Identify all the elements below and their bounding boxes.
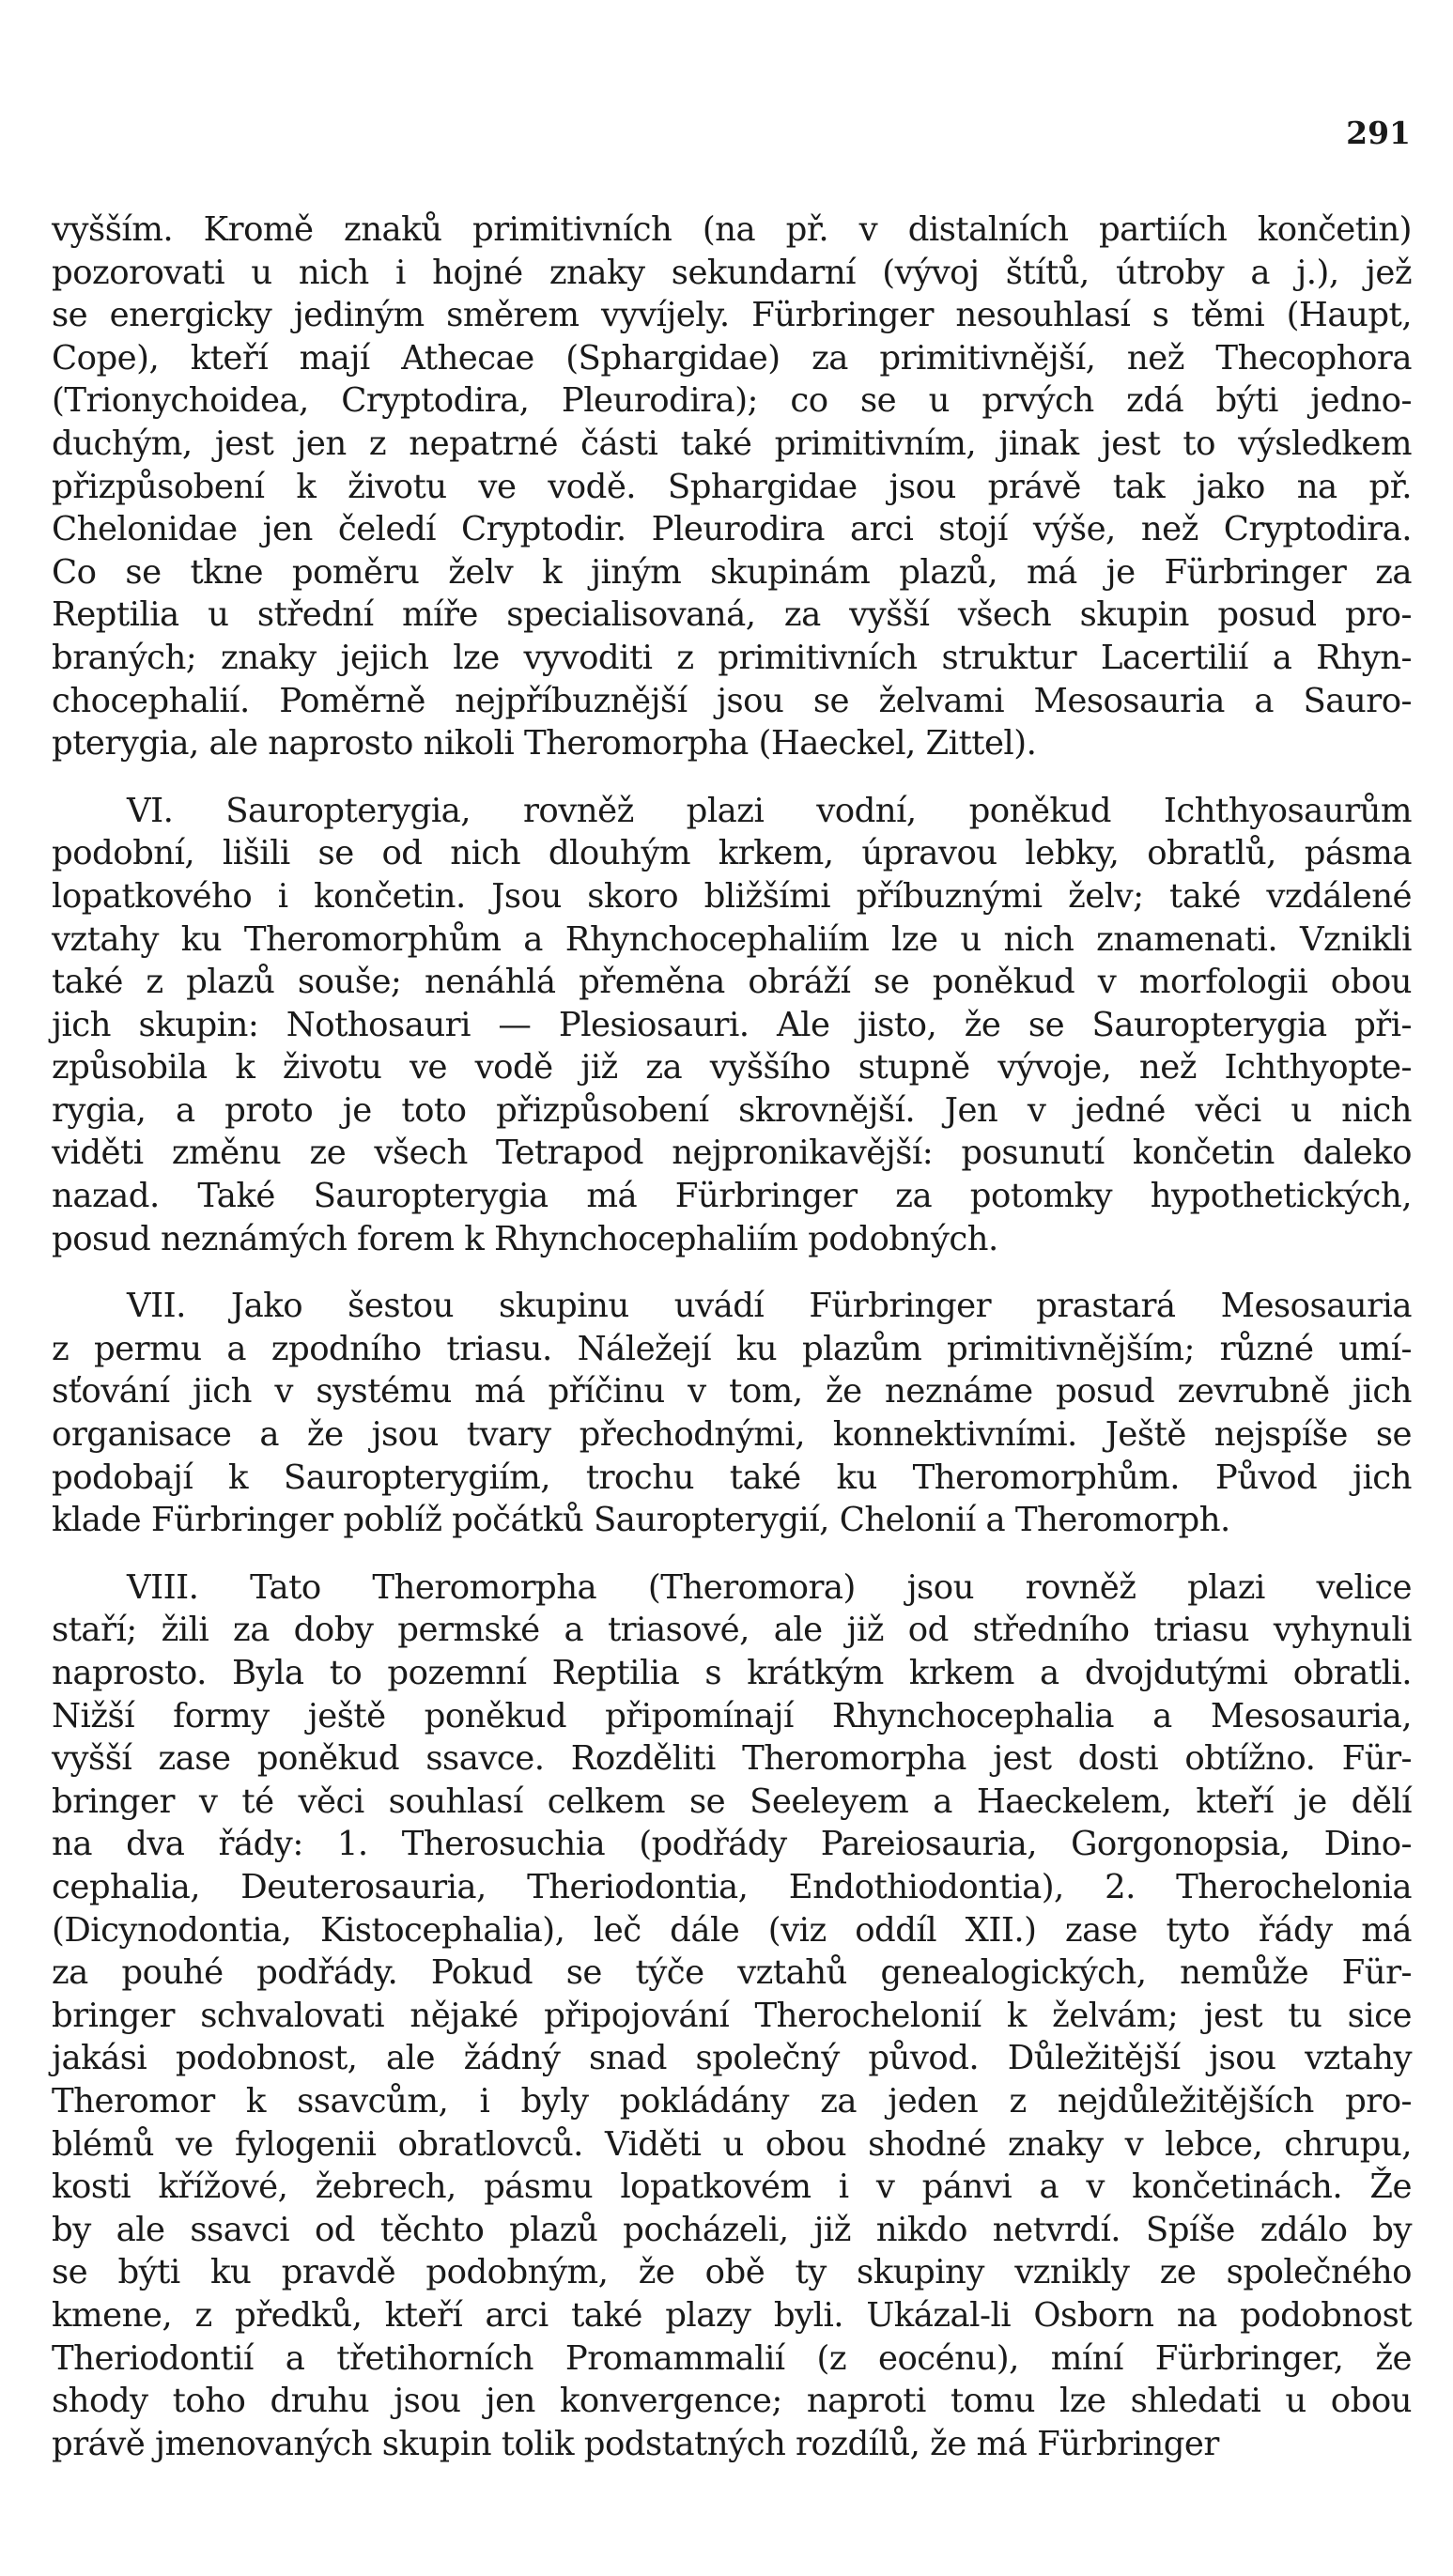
text-line: také z plazů souše; nenáhlá přeměna obráží se poněkud v morfologii obou: [52, 963, 1412, 1002]
text-line: Chelonidae jen čeledí Cryptodir. Pleurodira arci stojí výše, než Cryptodira.: [52, 510, 1412, 549]
text-line: duchým, jest jen z nepatrné části také primitivním, jinak jest to výsledkem: [52, 424, 1412, 463]
text-line: právě jmenovaných skupin tolik podstatných rozdílů, že má Fürbringer: [52, 2424, 1219, 2463]
text-line: se energicky jediným směrem vyvíjely. Fürbringer nesouhlasí s těmi (Haupt,: [52, 296, 1412, 335]
text-line: lopatkového i končetin. Jsou skoro bližšími příbuznými želv; také vzdálené: [52, 876, 1412, 916]
paragraph: [52, 790, 1412, 1261]
text-line: by ale ssavci od těchto plazů pocházeli, již nikdo netvrdí. Spíše zdálo by: [52, 2210, 1412, 2249]
text-line: kmene, z předků, kteří arci také plazy byli. Ukázal-li Osborn na podobnost: [52, 2295, 1412, 2335]
text-line: rygia, a proto je toto přizpůsobení skrovnější. Jen v jedné věci u nich: [52, 1090, 1412, 1130]
text-line: pterygia, ale naprosto nikoli Theromorpha (Haeckel, Zittel).: [52, 724, 1037, 764]
text-line: organisace a že jsou tvary přechodnými, konnektivními. Ještě nejspíše se: [52, 1415, 1412, 1455]
text-line: Cope), kteří mají Athecae (Sphargidae) za primitivnější, než Thecophora: [52, 338, 1412, 378]
text-line: na dva řády: 1. Therosuchia (podřády Pareiosauria, Gorgonopsia, Dino-: [52, 1825, 1412, 1864]
text-line: nazad. Také Sauropterygia má Fürbringer za potomky hypothetických,: [52, 1177, 1412, 1216]
paragraph: [52, 208, 1412, 765]
text-line: staří; žili za doby permské a triasové, ale již od středního triasu vyhynuli: [52, 1611, 1412, 1650]
page-number: 291: [1346, 115, 1411, 151]
text-line: jakási podobnost, ale žádný snad společný původ. Důležitější jsou vztahy: [52, 2039, 1412, 2078]
text-line: blémů ve fylogenii obratlovců. Viděti u obou shodné znaky v lebce, chrupu,: [52, 2124, 1412, 2164]
text-line: chocephalií. Poměrně nejpříbuznější jsou se želvami Mesosauria a Sauro-: [52, 681, 1412, 720]
text-line: Nižší formy ještě poněkud připomínají Rhynchocephalia a Mesosauria,: [52, 1696, 1412, 1735]
text-line: Reptilia u střední míře specialisovaná, za vyšší všech skupin posud pro-: [52, 595, 1412, 635]
text-line: z permu a zpodního triasu. Náležejí ku plazům primitivnějším; různé umí-: [52, 1329, 1412, 1368]
text-line: vyšším. Kromě znaků primitivních (na př. v distalních partiích končetin): [52, 210, 1412, 249]
text-line: se býti ku pravdě podobným, že obě ty skupiny vznikly ze společného: [52, 2253, 1412, 2292]
text-line: VII. Jako šestou skupinu uvádí Fürbringer prastará Mesosauria: [127, 1287, 1412, 1326]
text-line: viděti změnu ze všech Tetrapod nejpronikavější: posunutí končetin daleko: [52, 1134, 1412, 1173]
text-line: způsobila k životu ve vodě již za vyššího stupně vývoje, než Ichthyopte-: [52, 1048, 1412, 1087]
text-line: VIII. Tato Theromorpha (Theromora) jsou rovněž plazi velice: [127, 1567, 1412, 1607]
text-line: VI. Sauropterygia, rovněž plazi vodní, poněkud Ichthyosaurům: [127, 791, 1412, 830]
text-line: pozorovati u nich i hojné znaky sekundarní (vývoj štítů, útroby a j.), jež: [52, 253, 1412, 292]
paragraph: [52, 1285, 1412, 1542]
text-line: (Dicynodontia, Kistocephalia), leč dále (viz oddíl XII.) zase tyto řády má: [52, 1910, 1412, 1950]
text-line: přizpůsobení k životu ve vodě. Sphargidae jsou právě tak jako na př.: [52, 467, 1412, 506]
text-line: posud neznámých forem k Rhynchocephaliím podobných.: [52, 1219, 998, 1258]
text-line: Theromor k ssavcům, i byly pokládány za jeden z nejdůležitějších pro-: [52, 2081, 1412, 2121]
text-line: klade Fürbringer poblíž počátků Sauropterygií, Chelonií a Theromorph.: [52, 1501, 1230, 1540]
text-line: sťování jich v systému má příčinu v tom, že neznáme posud zevrubně jich: [52, 1372, 1412, 1411]
text-line: naprosto. Byla to pozemní Reptilia s krátkým krkem a dvojdutými obratli.: [52, 1654, 1412, 1692]
text-line: cephalia, Deuterosauria, Theriodontia, Endothiodontia), 2. Therochelonia: [52, 1867, 1412, 1906]
text-line: vztahy ku Theromorphům a Rhynchocephaliím lze u nich znamenati. Vznikli: [52, 919, 1412, 959]
text-line: braných; znaky jejich lze vyvoditi z primitivních struktur Lacertilií a Rhyn-: [52, 638, 1412, 677]
text-line: podobají k Sauropterygiím, trochu také ku Theromorphům. Původ jich: [52, 1458, 1412, 1497]
text-line: podobní, lišili se od nich dlouhým krkem, úpravou lebky, obratlů, pásma: [52, 834, 1412, 873]
text-line: jich skupin: Nothosauri — Plesiosauri. Ale jisto, že se Sauropterygia při-: [52, 1005, 1412, 1044]
text-line: za pouhé podřády. Pokud se týče vztahů genealogických, nemůže Für-: [52, 1953, 1412, 1993]
text-line: bringer schvalovati nějaké připojování Therochelonií k želvám; jest tu sice: [52, 1996, 1412, 2035]
body-text: [52, 208, 1412, 2465]
text-line: bringer v té věci souhlasí celkem se Seeleyem a Haeckelem, kteří je dělí: [52, 1782, 1412, 1821]
text-line: (Trionychoidea, Cryptodira, Pleurodira); co se u prvých zdá býti jedno-: [52, 381, 1412, 421]
text-line: Theriodontií a třetihorních Promammalií (z eocénu), míní Fürbringer, že: [52, 2338, 1412, 2378]
text-line: shody toho druhu jsou jen konvergence; naproti tomu lze shledati u obou: [52, 2382, 1412, 2421]
text-line: vyšší zase poněkud ssavce. Rozděliti Theromorpha jest dosti obtížno. Für-: [52, 1739, 1412, 1779]
text-line: kosti křížové, žebrech, pásmu lopatkovém i v pánvi a v končetinách. Že: [52, 2167, 1412, 2207]
paragraph: [52, 1566, 1412, 2465]
text-line: Co se tkne poměru želv k jiným skupinám plazů, má je Fürbringer za: [52, 552, 1412, 592]
